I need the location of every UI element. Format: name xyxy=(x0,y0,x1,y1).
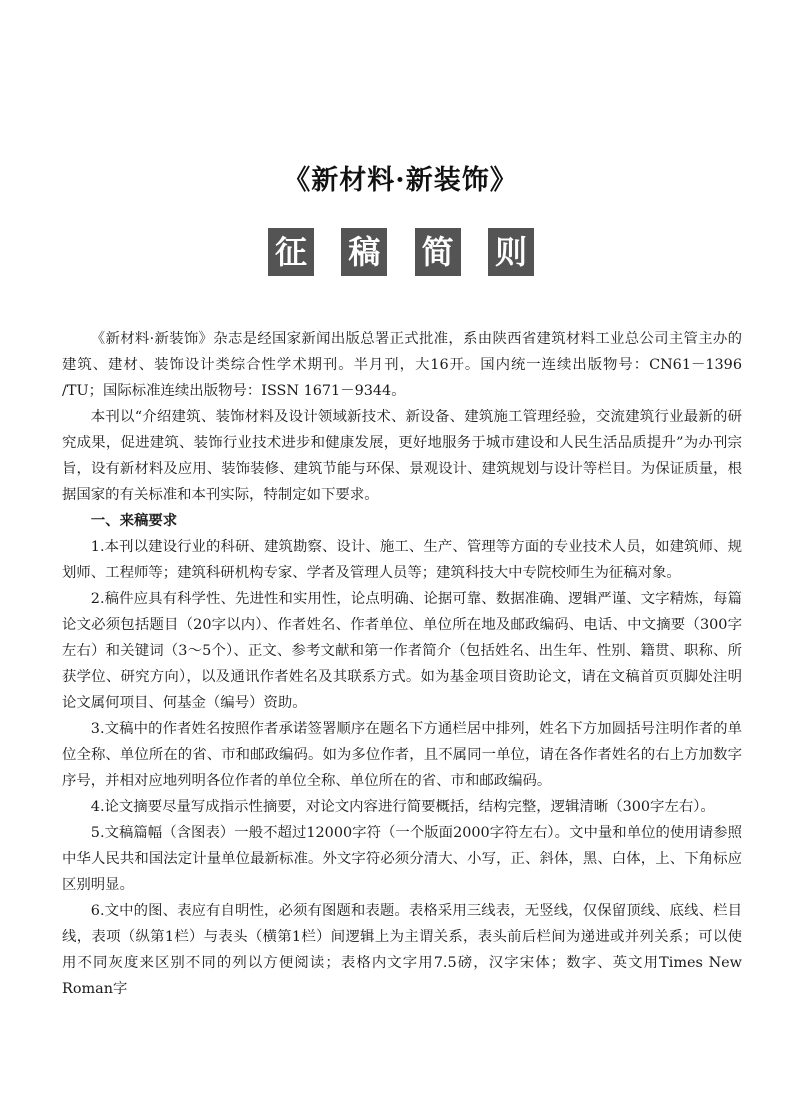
banner-char: 征 xyxy=(268,228,314,276)
section-heading: 一、来稿要求 xyxy=(90,512,178,529)
banner-char: 简 xyxy=(415,228,461,276)
banner-char: 则 xyxy=(488,228,534,276)
requirement-item: 3.文稿中的作者姓名按照作者承诺签署顺序在题名下方通栏居中排列，姓名下方加圆括号注明作者的单位全称、单位所在的省、市和邮政编码。如为多位作者，且不属同一单位，请在各作者姓名的右上方加数字序号，并相对应地列明各位作者的单位全称、单位所在的省、市和邮政编码。 xyxy=(62,721,742,789)
requirement-item: 4.论文摘要尽量写成指示性摘要，对论文内容进行简要概括，结构完整，逻辑清晰（300字左右）。 xyxy=(90,799,715,815)
requirement-item: 5.文稿篇幅（含图表）一般不超过12000字符（一个版面2000字符左右）。文中量和单位的使用请参照中华人民共和国法定计量单位最新标准。外文字符必须分清大、小写，正、斜体，黑、白体，上、下角标应区别明显。 xyxy=(62,825,742,893)
requirement-item: 2.稿件应具有科学性、先进性和实用性，论点明确、论据可靠、数据准确、逻辑严谨、文字精炼，每篇论文必须包括题目（20字以内）、作者姓名、作者单位、单位所在地及邮政编码、电话、中文摘要（300字左右）和关键词（3～5个）、正文、参考文献和第一作者简介（包括姓名、出生年、性别、籍贯、职称、所获学位、研究方向），以及通讯作者姓名及其联系方式。如为基金项目资助论文，请在文稿首页页脚处注明论文属何项目、何基金（编号）资助。 xyxy=(62,591,742,711)
journal-title: 《新材料·新装饰》 xyxy=(283,165,518,196)
body-text xyxy=(62,326,742,1002)
requirement-item: 6.文中的图、表应有自明性，必须有图题和表题。表格采用三线表，无竖线，仅保留顶线、底线、栏目线，表项（纵第1栏）与表头（横第1栏）间逻辑上为主谓关系，表头前后栏间为递进或并列关系；可以使用不同灰度来区别不同的列以方便阅读；表格内文字用7.5磅，汉字宋体；数字、英文用Times New Roman字 xyxy=(62,903,742,997)
intro-paragraph: 《新材料·新装饰》杂志是经国家新闻出版总署正式批准，系由陕西省建筑材料工业总公司主管主办的建筑、建材、装饰设计类综合性学术期刊。半月刊，大16开。国内统一连续出版物号：CN61－1396 /TU；国际标准连续出版物号：ISSN 1671－9344。 xyxy=(62,331,742,399)
call-for-papers-banner xyxy=(268,228,534,276)
banner-char: 稿 xyxy=(341,228,387,276)
intro-paragraph: 本刊以“介绍建筑、装饰材料及设计领域新技术、新设备、建筑施工管理经验，交流建筑行业最新的研究成果，促进建筑、装饰行业技术进步和健康发展，更好地服务于城市建设和人民生活品质提升”为办刊宗旨，设有新材料及应用、装饰装修、建筑节能与环保、景观设计、建筑规划与设计等栏目。为保证质量，根据国家的有关标准和本刊实际，特制定如下要求。 xyxy=(62,409,742,503)
requirement-item: 1.本刊以建设行业的科研、建筑勘察、设计、施工、生产、管理等方面的专业技术人员，如建筑师、规划师、工程师等；建筑科研机构专家、学者及管理人员等；建筑科技大中专院校师生为征稿对象。 xyxy=(62,539,742,581)
